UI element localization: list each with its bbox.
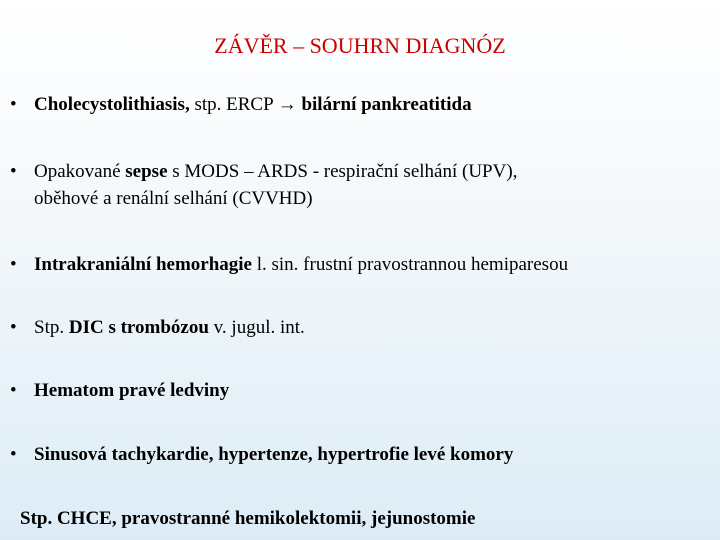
bullet-text-bold: Hematom pravé ledviny [34, 380, 230, 401]
bullet-dot: • [10, 254, 17, 275]
bullet-text: s MODS – ARDS - respirační selhání (UPV), [167, 161, 518, 182]
bullet-dot: • [10, 94, 17, 115]
bullet-text: Stp. [34, 317, 69, 338]
bullet-sepse [10, 158, 715, 212]
bullet-text: stp. ERCP → [189, 94, 302, 115]
bullet-text: Opakované [34, 161, 126, 182]
bullet-text-bold: Intrakraniální hemorhagie [34, 254, 252, 275]
bullet-dot: • [10, 444, 17, 465]
bullet-text-bold: Cholecystolithiasis, [34, 94, 190, 115]
bullet-sinusova-tachykardie [10, 441, 715, 468]
bullet-text-bold: bilární pankreatitida [301, 94, 472, 115]
bullet-text: oběhové a renální selhání (CVVHD) [34, 188, 313, 209]
bullet-dot: • [10, 380, 17, 401]
bullet-text: l. sin. frustní pravostrannou hemiparesou [251, 254, 569, 275]
bullet-cholecystolithiasis [10, 91, 715, 118]
bullet-text-bold: sepse [125, 161, 168, 182]
bullet-intrakranialni-hemorhagie [10, 251, 715, 278]
slide-title: ZÁVĚR – SOUHRN DIAGNÓZ [214, 33, 506, 58]
bullet-text-bold: DIC s trombózou [68, 317, 209, 338]
bullet-dot: • [10, 161, 17, 182]
bullet-hematom [10, 377, 715, 404]
footer-line: Stp. CHCE, pravostranné hemikolektomii, jejunostomie [20, 508, 476, 529]
bullet-dic [10, 314, 715, 341]
bullet-text: v. jugul. int. [208, 317, 305, 338]
bullet-text-bold: Sinusová tachykardie, hypertenze, hypertrofie levé komory [34, 444, 514, 465]
bullet-dot: • [10, 317, 17, 338]
